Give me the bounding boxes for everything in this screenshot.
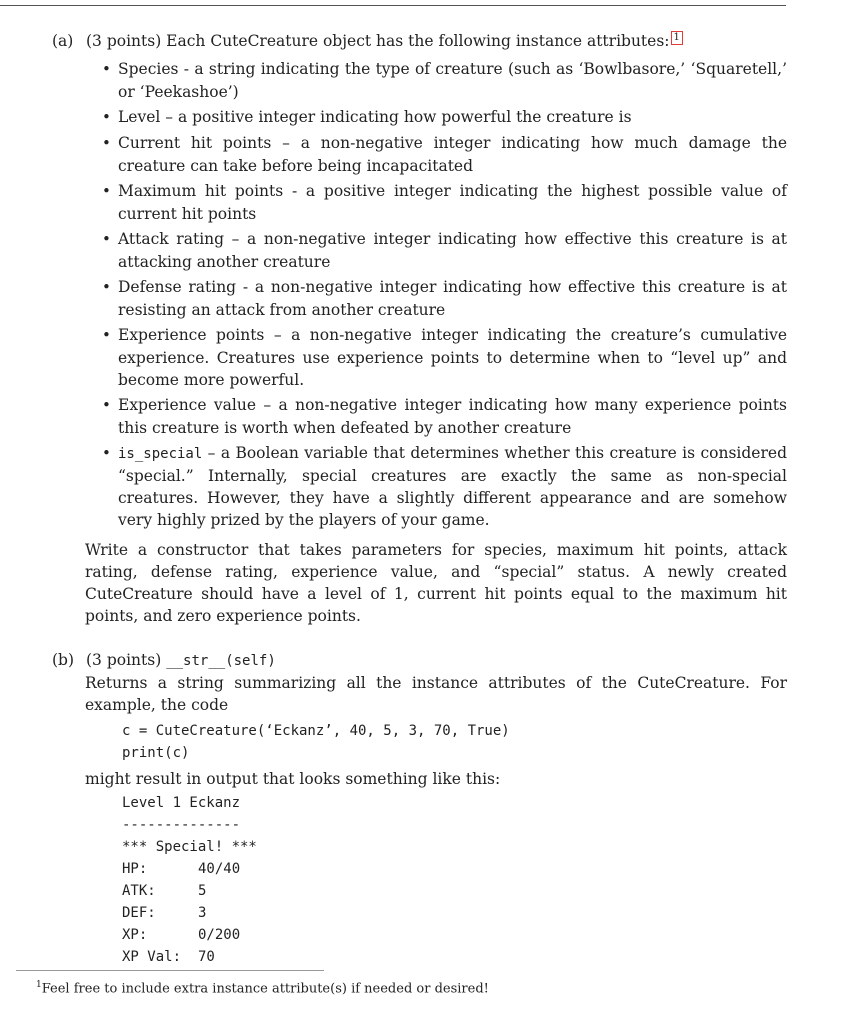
list-item: • Experience value – a non-negative integer indicating how many experience points this creature is worth when defeated by another creature [52,394,787,439]
footnote [36,976,489,998]
output-intro: might result in output that looks something like this: [85,770,501,788]
part-a-heading [52,30,787,52]
footnote-text: Feel free to include extra instance attribute(s) if needed or desired! [41,981,489,997]
list-item: • Defense rating - a non-negative integer indicating how effective this creature is at resisting an attack from another creature [52,276,787,321]
stat-row: ATK: 5 [122,883,207,899]
stat-row: XP: 0/200 [122,927,241,943]
page-top-rule [0,5,786,6]
part-b-heading-text: (3 points) [86,651,167,669]
list-item: • Experience points – a non-negative integer indicating the creature’s cumulative experience. Creatures use experience points to determine when to “level up” and become more powerful. [52,324,787,391]
output-rule: -------------- [122,817,241,833]
list-item: • Current hit points – a non-negative integer indicating how much damage the creature can take before being incapacitated [52,132,787,177]
attribute-list [52,58,787,531]
list-item: • is_special – a Boolean variable that determines whether this creature is considered “special.” Internally, special creatures are exactly the same as non-special creatures. However, they have a slightly different appearance and are somehow very highly prized by the players of your game. [52,442,787,531]
output-title: Level 1 Eckanz [122,795,241,811]
stat-row: DEF: 3 [122,905,207,921]
part-a-letter: (a) [52,32,74,50]
list-item: • Attack rating – a non-negative integer indicating how effective this creature is at attacking another creature [52,228,787,273]
footnote-mark: 1 [36,980,42,990]
part-b-heading [52,649,787,672]
sample-output [122,792,787,968]
code-example [122,720,787,764]
output-special: *** Special! *** [122,839,257,855]
code-line: c = CuteCreature(‘Eckanz’, 40, 5, 3, 70, True) [122,723,510,739]
list-item: • Level – a positive integer indicating how powerful the creature is [52,106,787,129]
method-signature: __str__(self) [166,653,276,669]
part-b [52,649,787,968]
list-item: • Maximum hit points - a positive integer indicating the highest possible value of current hit points [52,180,787,225]
part-a [52,30,787,627]
stat-row: XP Val: 70 [122,949,215,965]
footnote-link[interactable]: 1 [671,31,683,45]
str-description: Returns a string summarizing all the instance attributes of the CuteCreature. For example, the code [85,674,787,714]
part-b-letter: (b) [52,651,75,669]
code-line: print(c) [122,745,190,761]
part-a-heading-text: (3 points) Each CuteCreature object has the following instance attributes: [86,32,670,50]
stat-row: HP: 40/40 [122,861,241,877]
list-item: • Species - a string indicating the type of creature (such as ‘Bowlbasore,’ ‘Squaretell,’ or ‘Peekashoe’) [52,58,787,103]
constructor-instructions: Write a constructor that takes parameters for species, maximum hit points, attack rating, defense rating, experience value, and “special” status. A newly created CuteCreature should have a level of 1, current hit points equal to the maximum hit points, and zero experience points. [85,541,787,625]
footnote-rule [16,970,324,971]
